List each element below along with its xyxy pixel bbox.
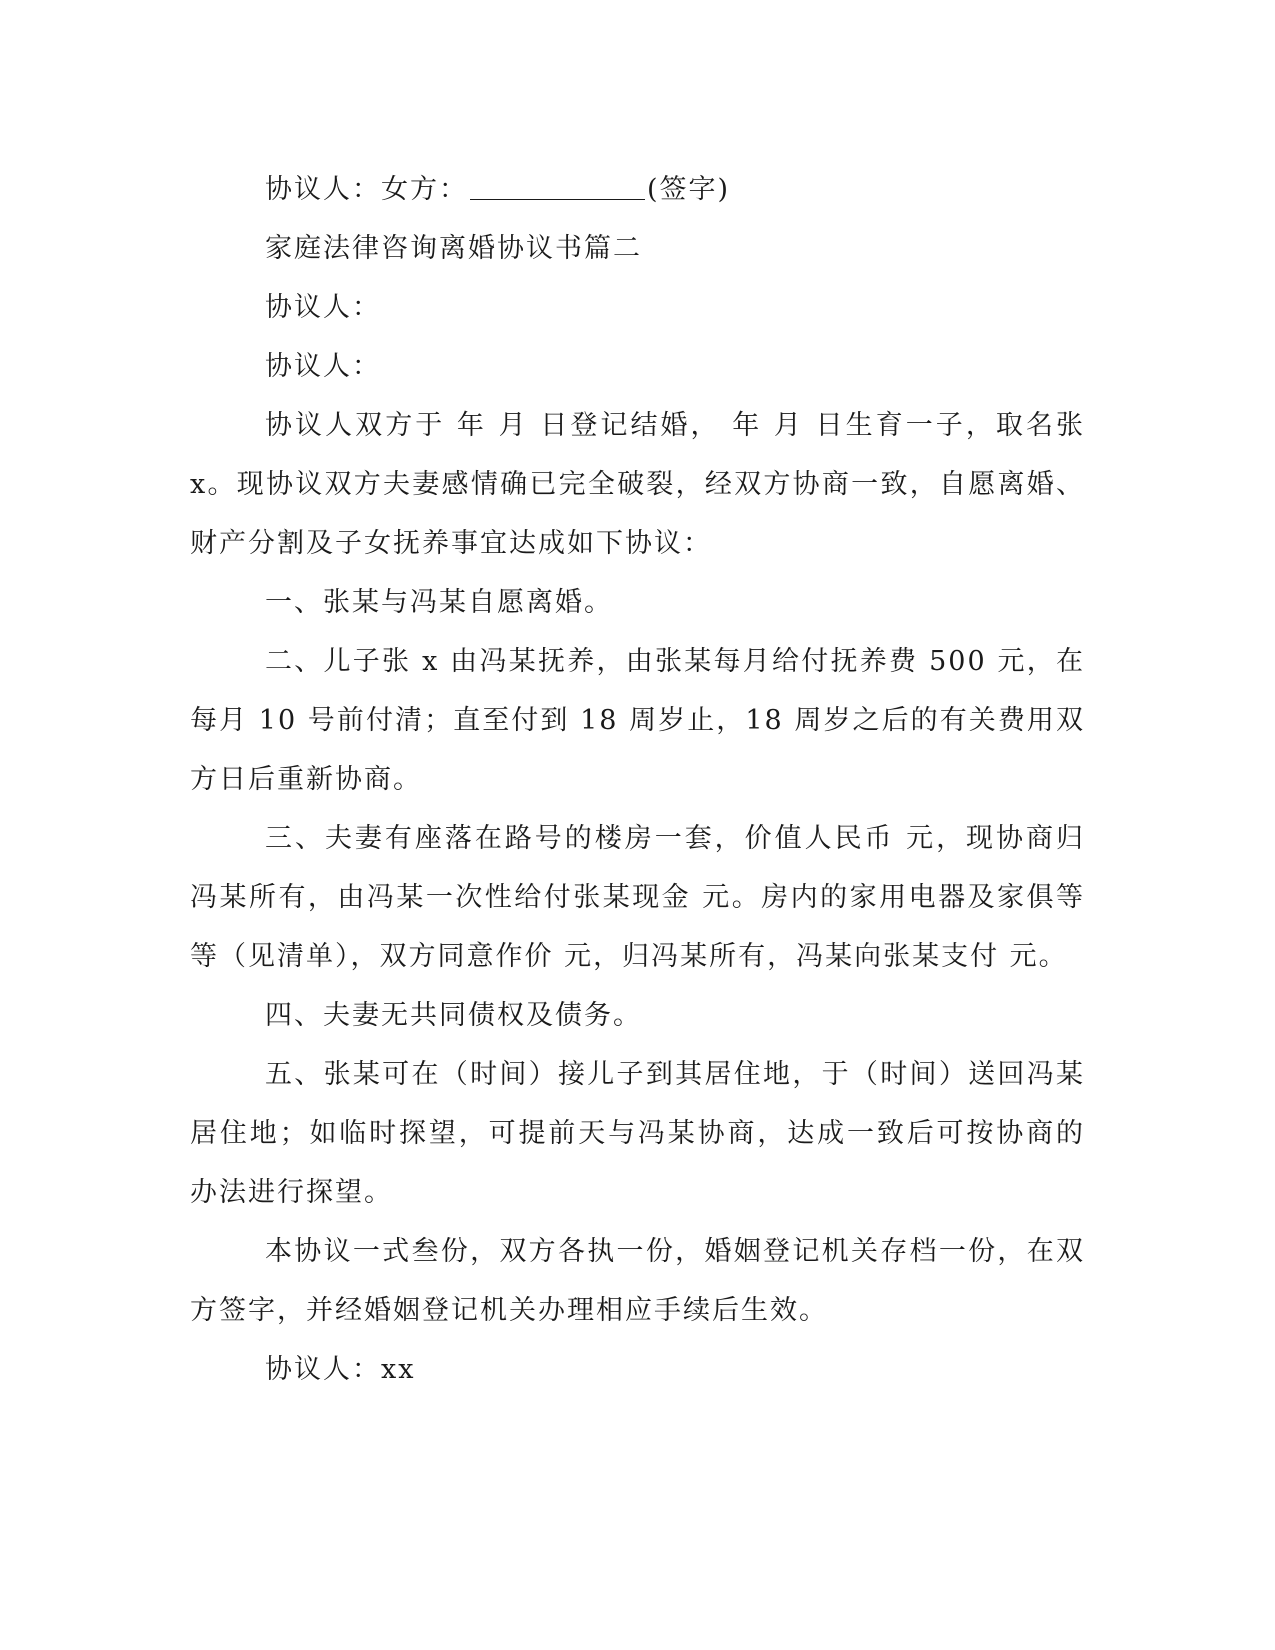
clause-1: 一、张某与冯某自愿离婚。	[265, 587, 613, 618]
section-title: 家庭法律咨询离婚协议书篇二	[265, 233, 642, 264]
signature-blank	[470, 169, 645, 200]
clause-5: 五、张某可在（时间）接儿子到其居住地，于（时间）送回冯某居住地；如临时探望，可提前天与冯某协商，达成一致后可按协商的办法进行探望。	[190, 1059, 1085, 1208]
clause-2: 二、儿子张 x 由冯某抚养，由张某每月给付抚养费 500 元，在每月 10 号前付清；直至付到 18 周岁止，18 周岁之后的有关费用双方日后重新协商。	[190, 646, 1085, 795]
party-line-2: 协议人：	[265, 351, 381, 382]
preamble-paragraph: 协议人双方于 年 月 日登记结婚， 年 月 日生育一子，取名张 x。现协议双方夫妻感情确已完全破裂，经双方协商一致，自愿离婚、财产分割及子女抚养事宜达成如下协议：	[190, 410, 1085, 559]
party-line-1: 协议人：	[265, 292, 381, 323]
signatory-line: 协议人：xx	[265, 1354, 416, 1385]
signature-label: 协议人：女方：	[265, 174, 468, 205]
signature-suffix: (签字)	[647, 174, 731, 205]
closing-paragraph: 本协议一式叁份，双方各执一份，婚姻登记机关存档一份，在双方签字，并经婚姻登记机关办理相应手续后生效。	[190, 1236, 1085, 1326]
signature-line-female	[190, 160, 1085, 219]
clause-3: 三、夫妻有座落在路号的楼房一套，价值人民币 元，现协商归冯某所有，由冯某一次性给付张某现金 元。房内的家用电器及家俱等等（见清单），双方同意作价 元，归冯某所有，冯某向张某支付 元。	[190, 823, 1085, 972]
document-body	[190, 160, 1085, 1399]
clause-4: 四、夫妻无共同债权及债务。	[265, 1000, 642, 1031]
